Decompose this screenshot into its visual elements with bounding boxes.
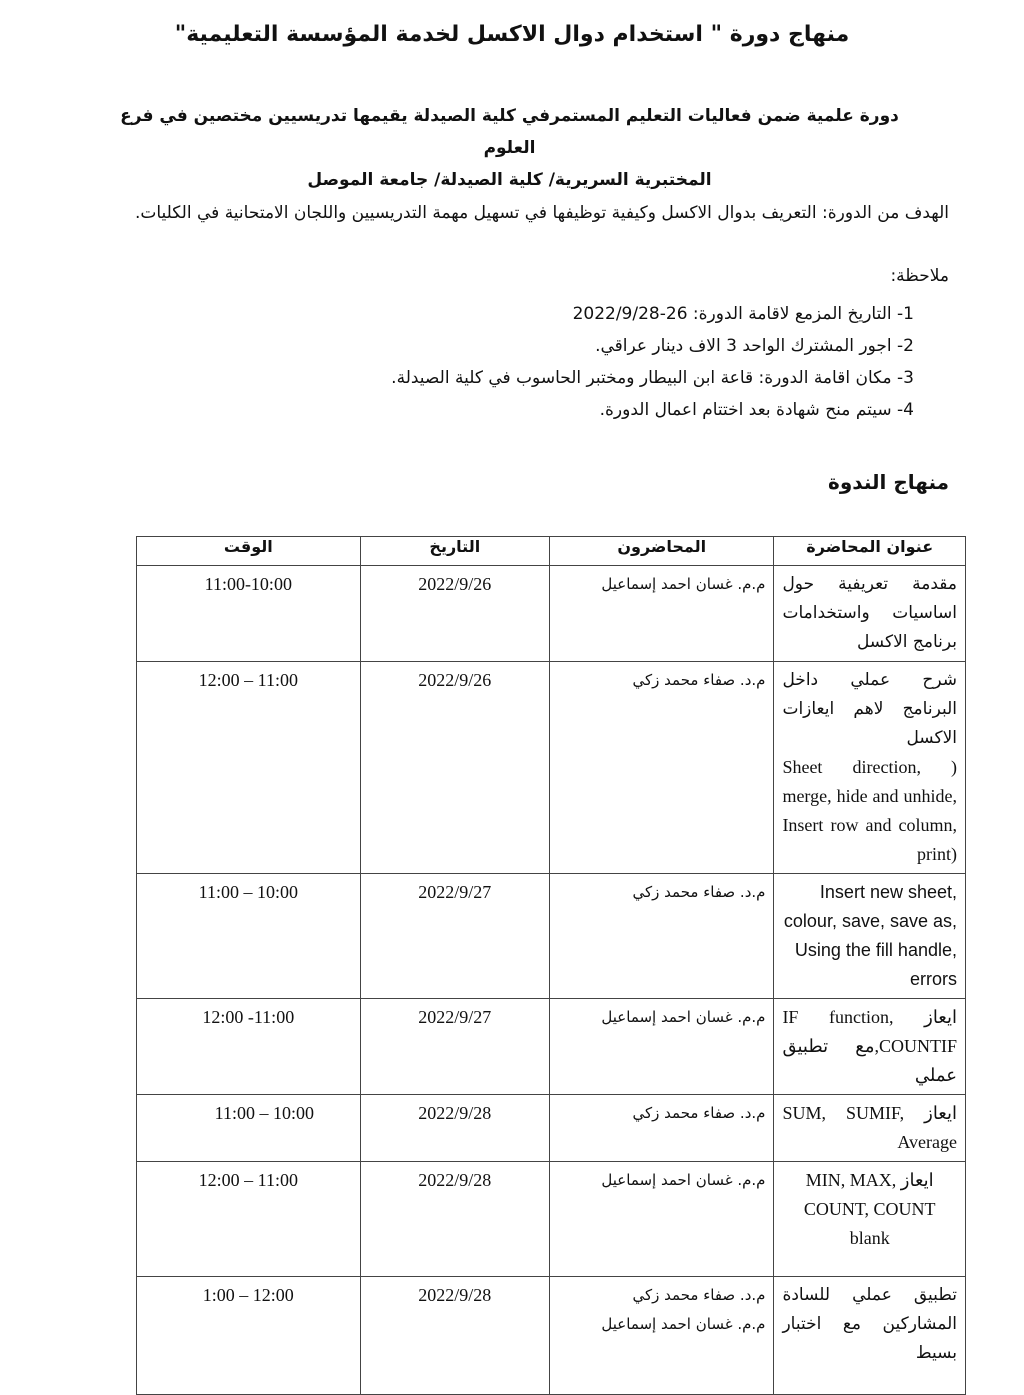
note-label: ملاحظة: [890,266,949,286]
note-item: 1- التاريخ المزمع لاقامة الدورة: 26-2022/9/28 [572,304,914,324]
lecturers-cell [550,1095,774,1162]
program-heading: منهاج الندوة [828,470,949,494]
lecturer-name: م.م. غسان احمد إسماعيل [601,575,766,593]
table-header-row [137,537,966,566]
lecturers-cell [550,874,774,999]
subtitle-line-2: المختبرية السريرية/ كلية الصيدلة/ جامعة الموصل [307,170,712,190]
lecturer-name: م.د. صفاء محمد زكي [632,1286,766,1304]
lecture-title: تطبيق عملي للسادة المشاركين مع اختبار بسيط [774,1277,966,1395]
document-subtitle [105,100,914,196]
header-time: الوقت [137,537,361,566]
lecture-date: 2022/9/27 [360,874,549,999]
lecturer-name: م.م. غسان احمد إسماعيل [601,1315,766,1333]
header-title: عنوان المحاضرة [774,537,966,566]
lecture-date: 2022/9/26 [360,662,549,874]
lecture-time: 12:00 -11:00 [137,999,361,1095]
lecturers-cell [550,1162,774,1277]
lecturer-name: م.م. غسان احمد إسماعيل [601,1008,766,1026]
lecture-title-english: Sheet direction, ) merge, hide and unhide, Insert row and column, print) [782,757,957,864]
course-goal: الهدف من الدورة: التعريف بدوال الاكسل وكيفية توظيفها في تسهيل مهمة التدريسيين واللجان الامتحانية في الكليات. [134,203,949,223]
lecture-time: 11:00 – 10:00 [137,1095,361,1162]
lecture-date: 2022/9/28 [360,1162,549,1277]
document-title: منهاج دورة " استخدام دوال الاكسل لخدمة المؤسسة التعليمية" [174,22,850,47]
lecture-date: 2022/9/27 [360,999,549,1095]
lecture-time: 12:00 – 11:00 [137,1162,361,1277]
notes-list [391,298,914,426]
lecturer-name: م.د. صفاء محمد زكي [632,883,766,901]
table-row [137,1277,966,1395]
table-row [137,566,966,662]
lecture-date: 2022/9/26 [360,566,549,662]
lecture-title: ايعاز SUM, SUMIF, Average [774,1095,966,1162]
note-item: 4- سيتم منح شهادة بعد اختتام اعمال الدورة. [599,400,914,420]
lecturers-cell [550,566,774,662]
subtitle-line-1: دورة علمية ضمن فعاليات التعليم المستمرفي كلية الصيدلة يقيمها تدريسيين مختصين في فرع العلوم [120,106,899,158]
header-lecturers: المحاضرون [550,537,774,566]
table-row [137,662,966,874]
lecture-date: 2022/9/28 [360,1277,549,1395]
lecture-date: 2022/9/28 [360,1095,549,1162]
lecture-title: ايعاز MIN, MAX, COUNT, COUNT blank [774,1162,966,1277]
lecture-title: Insert new sheet, colour, save, save as, Using the fill handle, errors [783,882,957,989]
table-row [137,999,966,1095]
lecture-time: 11:00-10:00 [137,566,361,662]
table-row [137,1162,966,1277]
table-row [137,1095,966,1162]
lecturers-cell [550,1277,774,1395]
lecture-title: ايعاز IF function, COUNTIF,مع تطبيق عملي [774,999,966,1095]
schedule-table [136,536,966,1395]
lecturer-name: م.م. غسان احمد إسماعيل [601,1171,766,1189]
lecture-title: مقدمة تعريفية حول اساسيات واستخدامات برنامج الاكسل [774,566,966,662]
lecture-title: شرح عملي داخل البرنامج لاهم ايعازات الاكسل [782,670,957,748]
lecture-time: 12:00 – 11:00 [137,662,361,874]
lecture-title-cell [774,662,966,874]
lecture-title-cell [774,874,966,999]
lecture-time: 1:00 – 12:00 [137,1277,361,1395]
lecture-time: 11:00 – 10:00 [137,874,361,999]
lecturers-cell [550,999,774,1095]
note-item: 2- اجور المشترك الواحد 3 الاف دينار عراقي. [595,336,914,356]
lecturer-name: م.د. صفاء محمد زكي [632,671,766,689]
lecturers-cell [550,662,774,874]
lecturer-name: م.د. صفاء محمد زكي [632,1104,766,1122]
header-date: التاريخ [360,537,549,566]
table-row [137,874,966,999]
note-item: 3- مكان اقامة الدورة: قاعة ابن البيطار ومختبر الحاسوب في كلية الصيدلة. [391,368,914,388]
